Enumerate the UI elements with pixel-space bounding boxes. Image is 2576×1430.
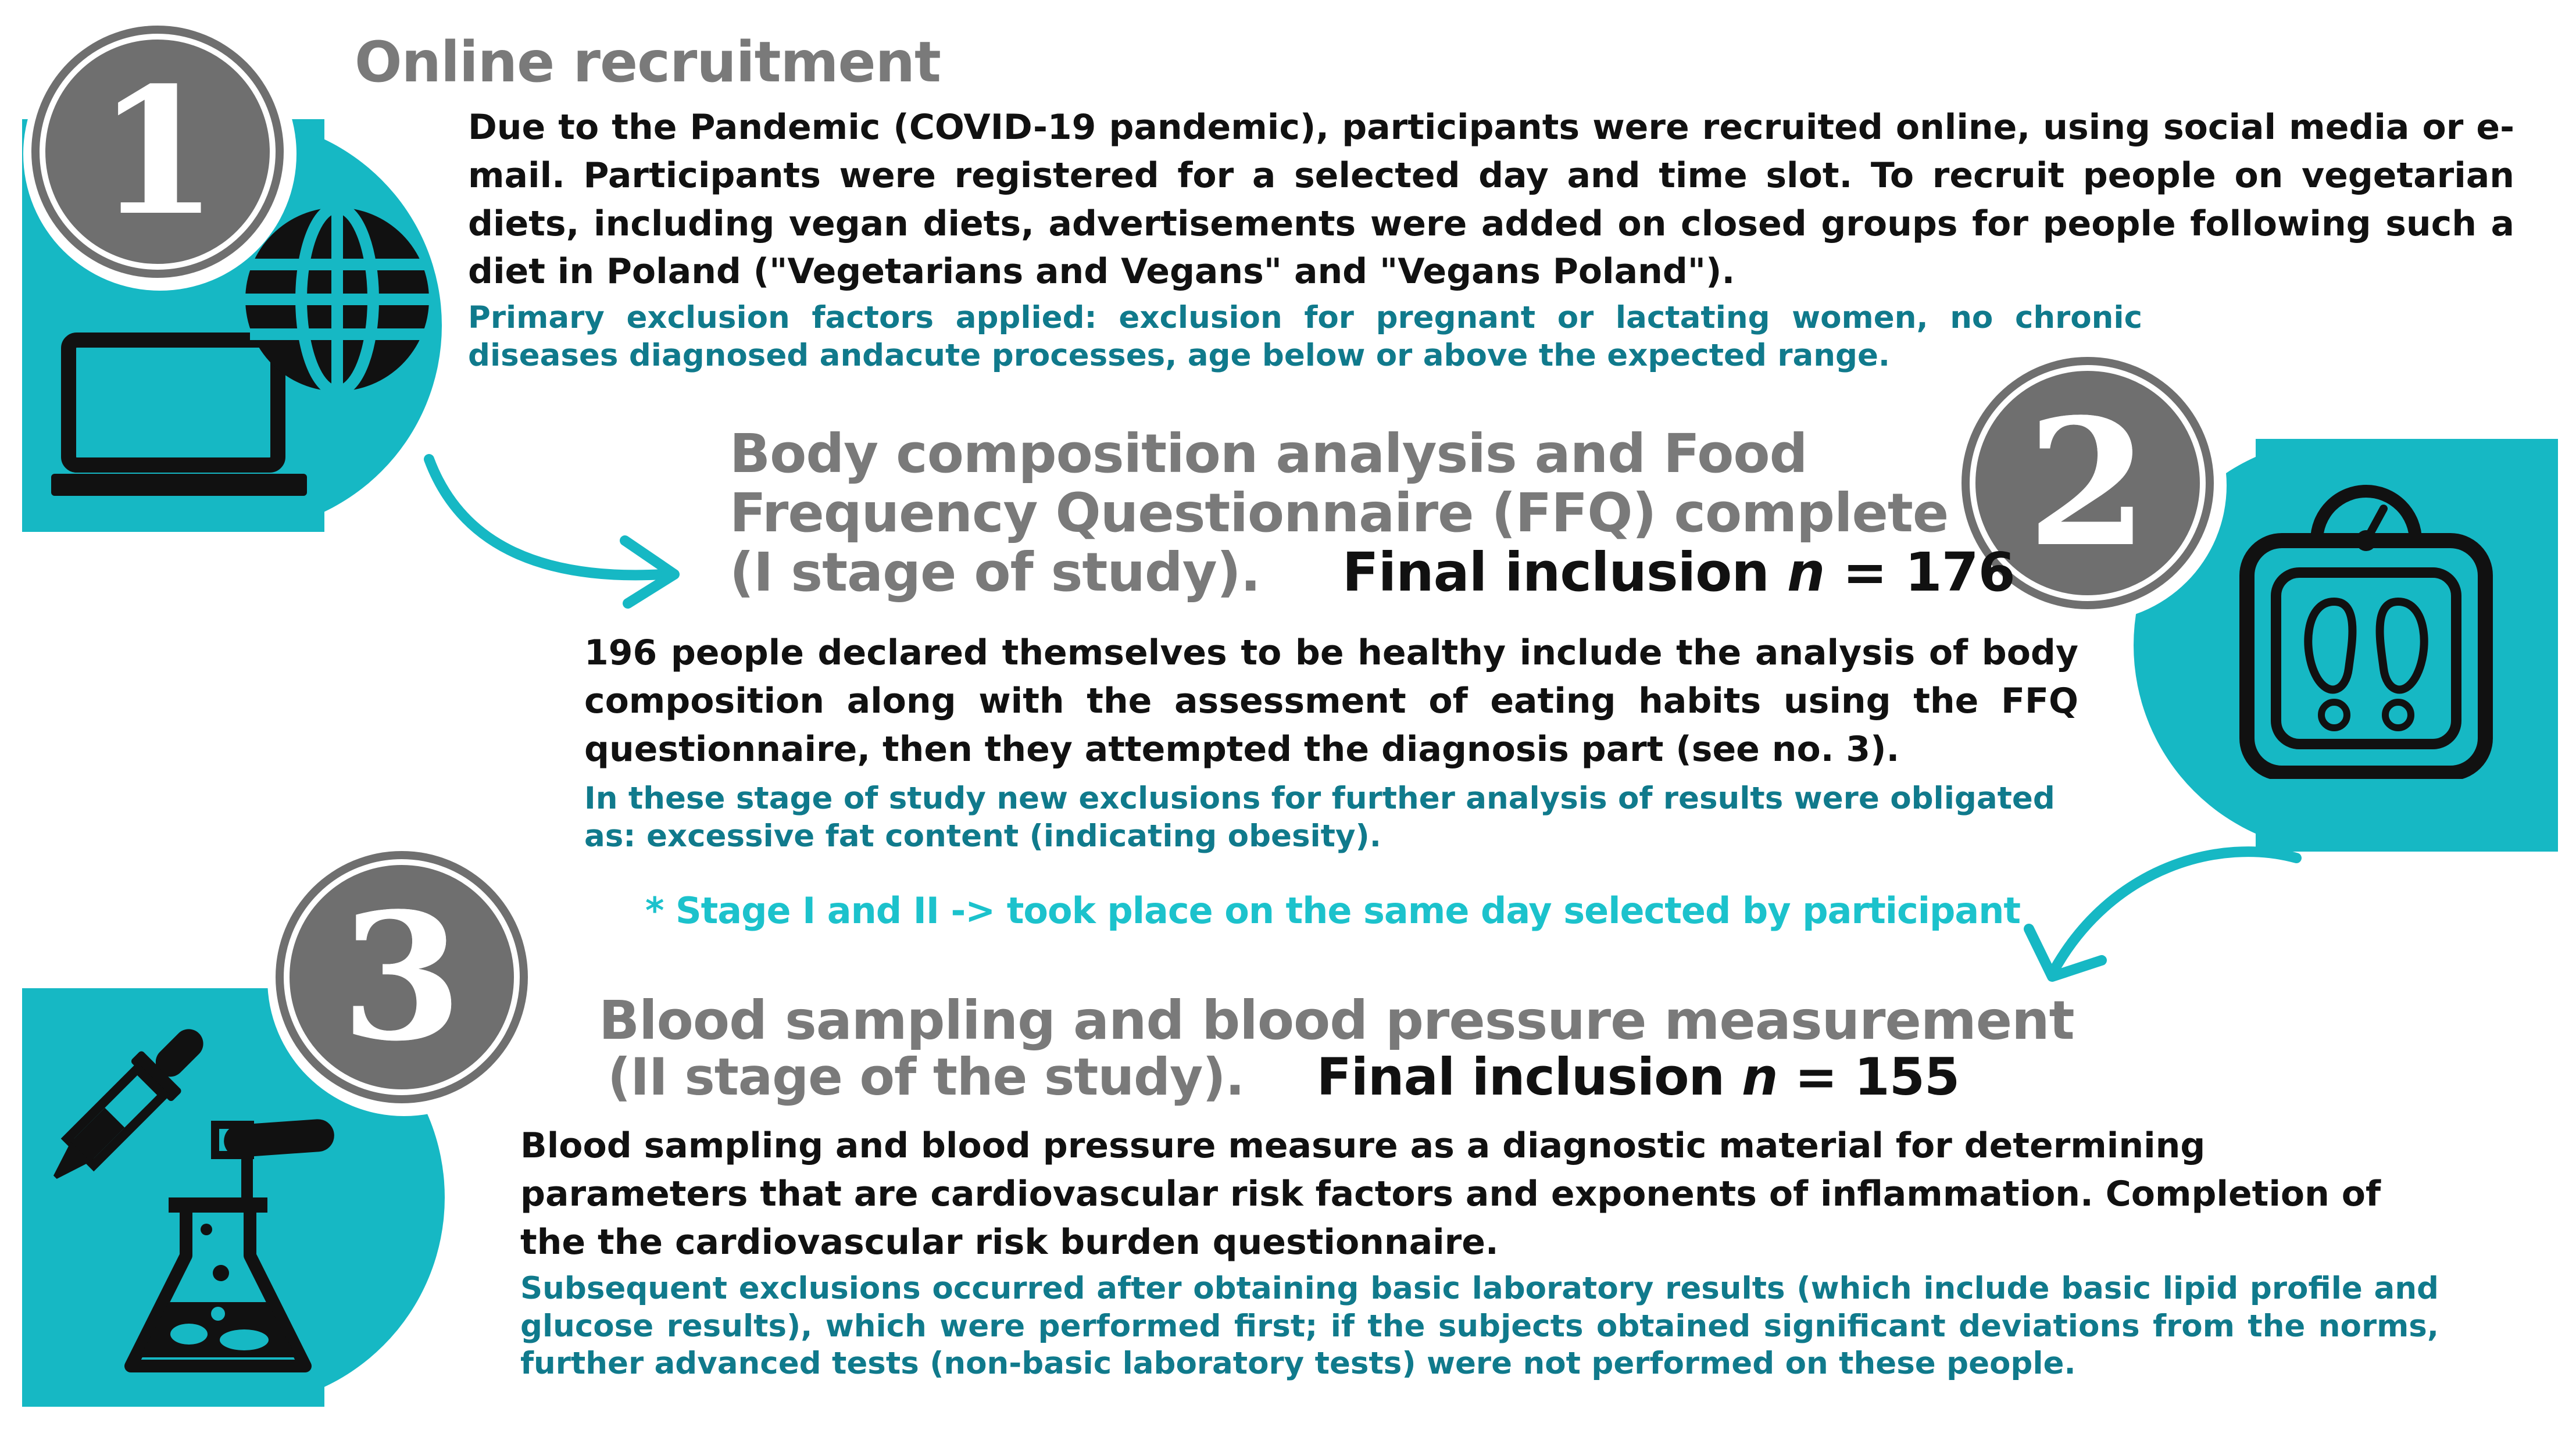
step1-number: 1	[97, 49, 219, 254]
step3-badge	[267, 843, 541, 1116]
step3-stage-label: (II stage of the study).	[608, 1047, 1244, 1107]
step2-heading-line2: Frequency Questionnaire (FFQ) complete	[730, 482, 1949, 544]
step1-body: Due to the Pandemic (COVID-19 pandemic), participants were recruited online, using social media or e-mail. Participants were registered for a selected day and time slot. To recruit people on vegetarian diets, including vegan diets, advertisements were added on closed groups for people following such a diet in Poland ("Vegetarians and Vegans" and "Vegans Poland").	[468, 107, 2514, 292]
step3-heading-line2	[608, 1049, 1959, 1106]
step3-number: 3	[341, 874, 463, 1079]
step2-stage-label: (I stage of study).	[730, 541, 1260, 603]
arrow-step2-to-step3	[2023, 843, 2314, 994]
step2-body: 196 people declared themselves to be healthy include the analysis of body composition along with the assessment of eating habits using the FFQ questionnaire, then they attempted the diagnosis part (see no. 3).	[584, 632, 2078, 770]
step3-heading-line1: Blood sampling and blood pressure measurement	[599, 989, 2074, 1052]
globe-icon	[238, 201, 436, 398]
step3-exclusion: Subsequent exclusions occurred after obtaining basic laboratory results (which include basic lipid profile and glucose results), which were performed first; if the subjects obtained significant deviations from the norms, further advanced tests (non-basic laboratory tests) were not performed on these people.	[520, 1271, 2439, 1382]
step1-exclusion: Primary exclusion factors applied: exclusion for pregnant or lactating women, no chronic diseases diagnosed andacute processes, age below or above the expected range.	[468, 300, 2142, 373]
stage-note: * Stage I and II -> took place on the same day selected by participant	[645, 889, 2020, 932]
arrow-step1-to-step2	[419, 448, 698, 622]
step2-heading-line3	[730, 543, 2015, 602]
step3-body: Blood sampling and blood pressure measure as a diagnostic material for determining parameters that are cardiovascular risk factors and exponents of inflammation. Completion of the the cardiovascular risk burden questionnaire.	[520, 1125, 2381, 1263]
step2-final-inclusion: Final inclusion n = 176	[1342, 541, 2015, 603]
step2-heading-line1: Body composition analysis and Food	[730, 423, 1807, 485]
step2-exclusion: In these stage of study new exclusions for further analysis of results were obligated as: excessive fat content (indicating obesity).	[584, 781, 2055, 854]
flask-icon	[113, 1110, 392, 1389]
step3-final-inclusion: Final inclusion n = 155	[1316, 1047, 1960, 1107]
step1-heading: Online recruitment	[355, 30, 941, 95]
scale-icon	[2230, 477, 2503, 779]
step2-number: 2	[2027, 380, 2149, 585]
